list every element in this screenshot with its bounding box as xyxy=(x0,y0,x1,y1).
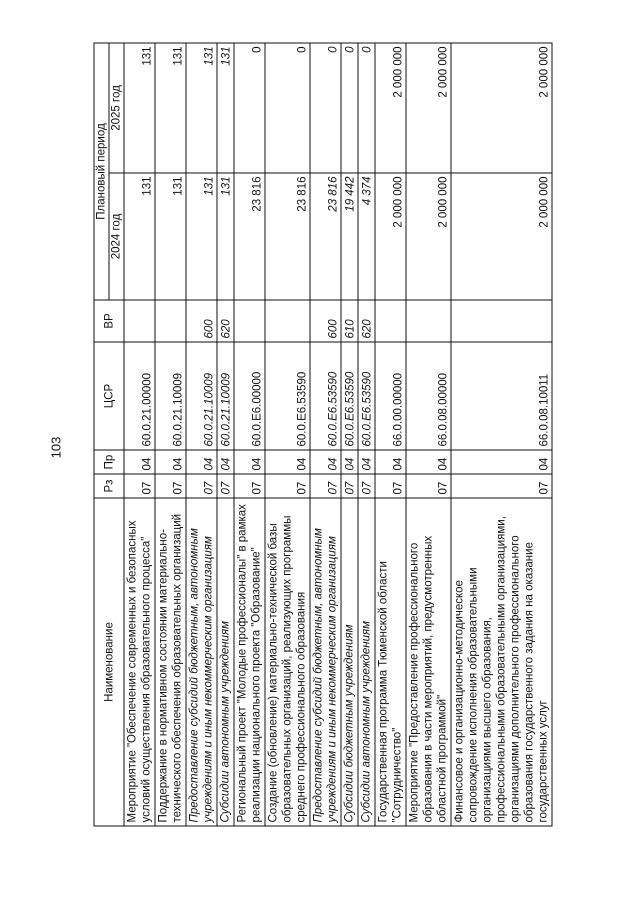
row-csr: 60.0.Е6.00000 xyxy=(234,342,265,450)
row-2024: 2 000 000 xyxy=(451,173,552,300)
row-name: Региональный проект "Молодые профессионалы" в рамках реализации национального проекта "Образование" xyxy=(234,498,265,826)
budget-table-rotated xyxy=(94,44,600,827)
row-rz: 07 xyxy=(341,474,358,498)
row-2024: 131 xyxy=(186,173,217,300)
row-vr xyxy=(451,300,552,342)
row-pr: 04 xyxy=(217,450,234,474)
row-name: Мероприятие "Предоставление профессионального образования в части мероприятий, предусмотренных областной программой" xyxy=(406,498,451,826)
row-rz: 07 xyxy=(186,474,217,498)
row-pr: 04 xyxy=(375,450,406,474)
row-rz: 07 xyxy=(124,474,155,498)
table-row xyxy=(155,43,186,826)
row-vr: 600 xyxy=(186,300,217,342)
row-2024: 131 xyxy=(124,173,155,300)
row-csr: 60.0.21.10009 xyxy=(155,342,186,450)
row-vr: 620 xyxy=(358,300,375,342)
row-vr xyxy=(124,300,155,342)
row-pr: 04 xyxy=(341,450,358,474)
table-row xyxy=(375,43,406,826)
table-row xyxy=(406,43,451,826)
row-name: Государственная программа Тюменской области "Сотрудничество" xyxy=(375,498,406,826)
row-vr xyxy=(155,300,186,342)
row-rz: 07 xyxy=(451,474,552,498)
row-csr: 66.0.08.10011 xyxy=(451,342,552,450)
row-2025: 2 000 000 xyxy=(375,43,406,173)
row-csr: 60.0.Е6.53590 xyxy=(341,342,358,450)
row-name: Субсидии бюджетным учреждениям xyxy=(341,498,358,826)
row-vr: 610 xyxy=(341,300,358,342)
row-2025: 0 xyxy=(310,43,341,173)
row-2024: 2 000 000 xyxy=(406,173,451,300)
table-row xyxy=(217,43,234,826)
row-name: Создание (обновление) материально-технической базы образовательных организаций, реализующих программы среднего профессионального образования xyxy=(265,498,310,826)
row-name: Поддержание в нормативном состоянии материально-технического обеспечения образовательных организаций xyxy=(155,498,186,826)
header-year-2024: 2024 год xyxy=(109,173,124,300)
row-pr: 04 xyxy=(124,450,155,474)
row-2024: 23 816 xyxy=(234,173,265,300)
table-row xyxy=(310,43,341,826)
row-pr: 04 xyxy=(358,450,375,474)
row-vr xyxy=(234,300,265,342)
header-planned-period: Плановый период xyxy=(94,43,109,300)
budget-table xyxy=(94,42,553,826)
row-name: Предоставление субсидий бюджетным, автономным учреждениям и иным некоммерческим организациям xyxy=(186,498,217,826)
row-rz: 07 xyxy=(217,474,234,498)
row-csr: 66.0.08.00000 xyxy=(406,342,451,450)
row-vr xyxy=(265,300,310,342)
row-2024: 23 816 xyxy=(310,173,341,300)
row-rz: 07 xyxy=(406,474,451,498)
header-csr: ЦСР xyxy=(94,342,124,450)
row-name: Субсидии автономным учреждениям xyxy=(217,498,234,826)
row-2024: 19 442 xyxy=(341,173,358,300)
row-pr: 04 xyxy=(234,450,265,474)
row-csr: 60.0.21.10009 xyxy=(217,342,234,450)
header-rz: Рз xyxy=(94,474,124,498)
row-rz: 07 xyxy=(310,474,341,498)
table-row xyxy=(451,43,552,826)
row-rz: 07 xyxy=(234,474,265,498)
row-name: Субсидии автономным учреждениям xyxy=(358,498,375,826)
header-name: Наименование xyxy=(94,498,124,826)
row-2024: 4 374 xyxy=(358,173,375,300)
header-year-2025: 2025 год xyxy=(109,43,124,173)
row-2025: 0 xyxy=(341,43,358,173)
row-2025: 0 xyxy=(358,43,375,173)
row-pr: 04 xyxy=(406,450,451,474)
row-vr: 600 xyxy=(310,300,341,342)
row-rz: 07 xyxy=(265,474,310,498)
row-csr: 60.0.Е6.53590 xyxy=(310,342,341,450)
row-pr: 04 xyxy=(451,450,552,474)
row-csr: 60.0.Е6.53590 xyxy=(358,342,375,450)
row-csr: 60.0.21.00000 xyxy=(124,342,155,450)
table-row xyxy=(234,43,265,826)
row-csr: 60.0.21.10009 xyxy=(186,342,217,450)
header-pr: Пр xyxy=(94,450,124,474)
table-row xyxy=(358,43,375,826)
row-2025: 2 000 000 xyxy=(406,43,451,173)
row-csr: 66.0.00.00000 xyxy=(375,342,406,450)
table-row xyxy=(186,43,217,826)
row-2025: 2 000 000 xyxy=(451,43,552,173)
row-2025: 0 xyxy=(234,43,265,173)
row-rz: 07 xyxy=(358,474,375,498)
row-rz: 07 xyxy=(375,474,406,498)
row-2025: 131 xyxy=(186,43,217,173)
row-csr: 60.0.Е6.53590 xyxy=(265,342,310,450)
row-vr xyxy=(375,300,406,342)
row-vr: 620 xyxy=(217,300,234,342)
row-pr: 04 xyxy=(186,450,217,474)
table-row xyxy=(341,43,358,826)
row-2025: 131 xyxy=(155,43,186,173)
table-row xyxy=(265,43,310,826)
row-vr xyxy=(406,300,451,342)
row-rz: 07 xyxy=(155,474,186,498)
header-vr: ВР xyxy=(94,300,124,342)
row-2024: 131 xyxy=(155,173,186,300)
page-number: 103 xyxy=(48,436,64,459)
row-pr: 04 xyxy=(155,450,186,474)
row-pr: 04 xyxy=(265,450,310,474)
row-2025: 0 xyxy=(265,43,310,173)
row-2024: 23 816 xyxy=(265,173,310,300)
row-2024: 131 xyxy=(217,173,234,300)
row-name: Предоставление субсидий бюджетным, автономным учреждениям и иным некоммерческим организациям xyxy=(310,498,341,826)
row-2025: 131 xyxy=(124,43,155,173)
row-2024: 2 000 000 xyxy=(375,173,406,300)
row-pr: 04 xyxy=(310,450,341,474)
row-2025: 131 xyxy=(217,43,234,173)
row-name: Мероприятие "Обеспечение современных и безопасных условий осуществления образовательного процесса" xyxy=(124,498,155,826)
table-row xyxy=(124,43,155,826)
row-name: Финансовое и организационно-методическое сопровождение исполнения образовательными организациями высшего образования, профессиональными образовательными организациями, организациями дополнительного профессионального образования государственного задания на оказание государственных услуг xyxy=(451,498,552,826)
